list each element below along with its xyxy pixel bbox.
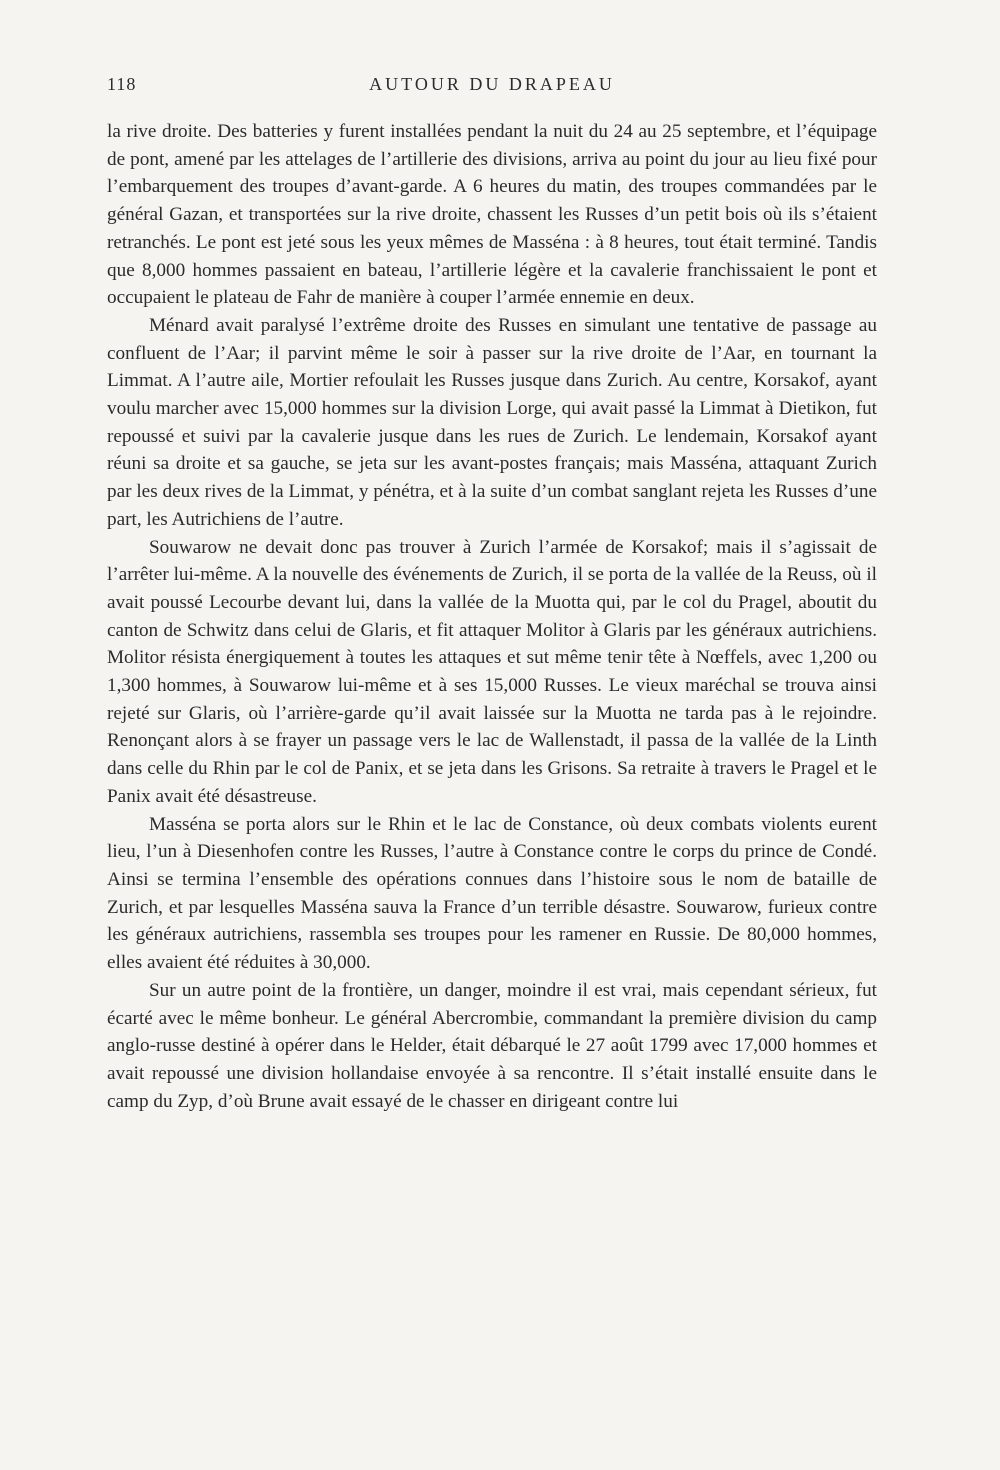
paragraph-2: Ménard avait paralysé l’extrême droite des Russes en simulant une tentative de passage au confluent de l’Aar; il parvint même le soir à passer sur la rive droite de l’Aar, en tournant la Limmat. A l’autre aile, Mortier refoulait les Russes jusque dans Zurich. Au centre, Korsakof, ayant voulu marcher avec 15,000 hommes sur la division Lorge, qui avait passé la Limmat à Dietikon, fut repoussé et suivi par la cavalerie jusque dans les rues de Zurich. Le lendemain, Korsakof ayant réuni sa droite et sa gauche, se jeta sur les avant-postes français; mais Masséna, attaquant Zurich par les deux rives de la Limmat, y pénétra, et à la suite d’un combat sanglant rejeta les Russes d’une part, les Autrichiens de l’autre. — [107, 314, 877, 530]
paragraph-5: Sur un autre point de la frontière, un danger, moindre il est vrai, mais cependant sérieux, fut écarté avec le même bonheur. Le général Abercrombie, commandant la première division du camp anglo-russe destiné à opérer dans le Helder, était débarqué le 27 août 1799 avec 17,000 hommes et avait repoussé une division hollandaise envoyée à sa rencontre. Il s’était installé ensuite dans le camp du Zyp, d’où Brune avait essayé de le chasser en dirigeant contre lui — [107, 979, 877, 1112]
running-title: AUTOUR DU DRAPEAU — [369, 74, 615, 94]
paragraph-3: Souwarow ne devait donc pas trouver à Zurich l’armée de Korsakof; mais il s’agissait de l’arrêter lui-même. A la nouvelle des événements de Zurich, il se porta de la vallée de la Reuss, où il avait poussé Lecourbe devant lui, dans la vallée de la Muotta qui, par le col du Pragel, aboutit du canton de Schwitz dans celui de Glaris, et fit attaquer Molitor à Glaris par les généraux autrichiens. Molitor résista énergiquement à toutes les attaques et sut même tenir tête à Nœffels, avec 1,200 ou 1,300 hommes, à Souwarow lui-même et à ses 15,000 Russes. Le vieux maréchal se trouva ainsi rejeté sur Glaris, où l’arrière-garde qu’il avait laissée sur la Muotta ne tarda pas à le rejoindre. Renonçant alors à se frayer un passage vers le lac de Wallenstadt, il passa de la vallée de la Linth dans celle du Rhin par le col de Panix, et se jeta dans les Grisons. Sa retraite à travers le Pragel et le Panix avait été désastreuse. — [107, 536, 877, 807]
book-page — [107, 74, 877, 1115]
body-text — [107, 118, 877, 1115]
running-head — [107, 74, 877, 104]
page-number: 118 — [107, 74, 137, 94]
paragraph-1: la rive droite. Des batteries y furent installées pendant la nuit du 24 au 25 septembre, et l’équipage de pont, amené par les attelages de l’artillerie des divisions, arriva au point du jour au lieu fixé pour l’embarquement des troupes d’avant-garde. A 6 heures du matin, des troupes commandées par le général Gazan, et transportées sur la rive droite, chassent les Russes d’un petit bois où ils s’étaient retranchés. Le pont est jeté sous les yeux mêmes de Masséna : à 8 heures, tout était terminé. Tandis que 8,000 hommes passaient en bateau, l’artillerie légère et la cavalerie franchissaient le pont et occupaient le plateau de Fahr de manière à couper l’armée ennemie en deux. — [107, 121, 877, 309]
paragraph-4: Masséna se porta alors sur le Rhin et le lac de Constance, où deux combats violents eurent lieu, l’un à Diesenhofen contre les Russes, l’autre à Constance contre le corps du prince de Condé. Ainsi se termina l’ensemble des opérations connues dans l’histoire sous le nom de bataille de Zurich, et par lesquelles Masséna sauva la France d’un terrible désastre. Souwarow, furieux contre les généraux autrichiens, rassembla ses troupes pour les ramener en Russie. De 80,000 hommes, elles avaient été réduites à 30,000. — [107, 813, 877, 974]
